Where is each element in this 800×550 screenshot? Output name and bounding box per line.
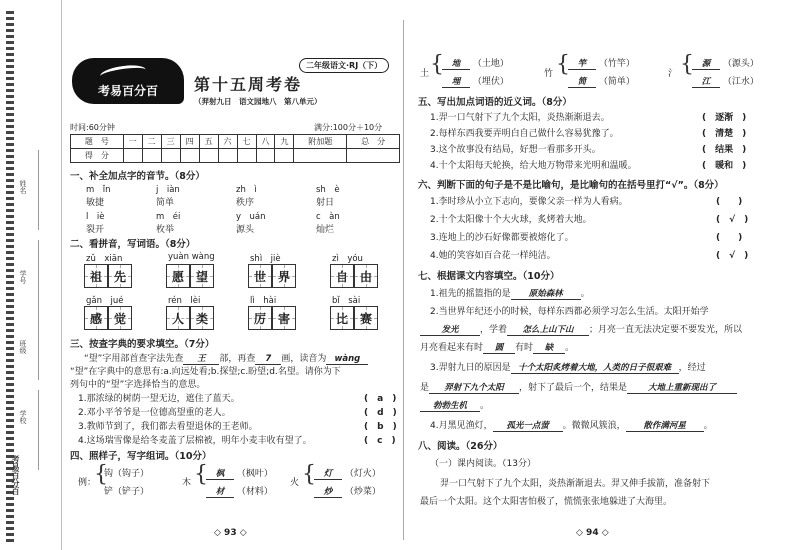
answer-synonym[interactable]: ( 暖和 ): [702, 161, 747, 171]
question: 1.李时珍从小立下志向，要像父亲一样为人看病。: [430, 197, 628, 207]
answer-choice[interactable]: ( d ): [364, 408, 397, 418]
char-grid[interactable]: 比 赛: [330, 306, 378, 330]
left-page: [64, 0, 402, 550]
pinyin: rén lèi: [168, 296, 201, 306]
brace: {: [680, 52, 694, 77]
fill-blank-3-line3: 勃勃生机 。: [420, 398, 489, 412]
brace: {: [194, 462, 208, 487]
page-number-right: ◇ 94 ◇: [576, 528, 609, 538]
question: 4.十个太阳每天轮换，给大地万物带来光明和温暖。: [430, 161, 637, 171]
fill-blank-4: 4.月黑见渔灯， 孤光一点萤 。微微风簇浪， 散作满河星 。: [430, 421, 713, 431]
answer-word[interactable]: 材 （材料）: [206, 484, 273, 498]
pinyin: sh è: [316, 185, 340, 195]
char-grid[interactable]: 感 觉: [84, 306, 132, 330]
answer-synonym[interactable]: ( 清楚 ): [702, 129, 747, 139]
section-8-title: 八、阅读。（26分）: [418, 441, 503, 452]
page-divider: [403, 20, 404, 540]
question: 4.她的笑容如百合花一样纯洁。: [430, 251, 556, 261]
section-6-title: 六、判断下面的句子是不是比喻句，是比喻句的在括号里打“√”。（8分）: [418, 180, 724, 191]
answer-check[interactable]: ( ): [716, 197, 743, 207]
answer-choice[interactable]: ( c ): [364, 436, 396, 446]
char-grid[interactable]: 人 类: [166, 306, 214, 330]
radical: 竹: [544, 69, 554, 79]
example-word: 钩（钩子）: [104, 469, 150, 479]
answer-check[interactable]: ( √ ): [716, 251, 749, 261]
answer-word[interactable]: 竿 （竹竿）: [568, 56, 635, 70]
word: 简单: [156, 198, 175, 208]
word: 射日: [316, 198, 335, 208]
word: 枚举: [156, 225, 175, 235]
char-grid[interactable]: 愿 望: [166, 264, 214, 288]
fill-blank-3: 3.羿射九日的原因是 十个太阳炙烤着大地，人类的日子很艰难 ，经过: [430, 363, 706, 373]
answer-check[interactable]: ( √ ): [716, 215, 749, 225]
pinyin: lì hài: [250, 296, 277, 306]
word: 裂开: [86, 225, 105, 235]
section-1-title: 一、补全加点字的音节。（8分）: [70, 171, 205, 182]
answer-word[interactable]: 江 （江水）: [692, 74, 759, 88]
fill-blank-2: 2.当世界年纪还小的时候，每样东西都必须学习怎么生活。太阳开始学: [430, 307, 709, 317]
pinyin: j iàn: [156, 185, 180, 195]
radical: 木: [182, 478, 192, 488]
reading-paragraph: 最后一个太阳。这个太阳害怕极了，慌慌张张地躲进了大海里。: [420, 497, 673, 507]
question: 2.邓小平爷爷是一位德高望重的老人。: [78, 408, 231, 418]
answer-choice[interactable]: ( b ): [364, 422, 397, 432]
answer-word[interactable]: 地 （土地）: [442, 56, 509, 70]
question: 1.那浓绿的树荫一望无边，遮住了蓝天。: [78, 394, 240, 404]
dictionary-instruction: “望”字用部首查字法先查 王 部，再查 7 画，读音为 wàng: [84, 351, 368, 365]
word: 秩序: [236, 198, 255, 208]
pinyin: shì jiè: [250, 254, 281, 264]
radical: 土: [420, 69, 430, 79]
section-3-title: 三、按查字典的要求填空。（7分）: [70, 339, 215, 350]
answer-word[interactable]: 源 （源头）: [692, 56, 759, 70]
pinyin: zì yóu: [332, 254, 363, 264]
radical: 火: [290, 478, 300, 488]
section-7-title: 七、根据课文内容填空。（10分）: [418, 271, 560, 282]
word: 灿烂: [316, 225, 335, 235]
section-4-title: 四、照样子，写字组词。（10分）: [70, 451, 212, 462]
score-table-score-row: 得 分: [71, 149, 400, 163]
brace: {: [94, 462, 108, 487]
pinyin: zǔ xiān: [86, 254, 123, 264]
pinyin: yuàn wàng: [168, 252, 215, 262]
fill-blank-3-line2: 是 羿射下九个太阳 ，射下了最后一个，结果是 大地上重新现出了: [420, 380, 737, 394]
word: 源头: [236, 225, 255, 235]
question: 2.十个太阳像十个大火球，炙烤着大地。: [430, 215, 592, 225]
grade-badge: 二年级语文·RJ（下）: [299, 58, 389, 73]
fill-blank-1: 1.祖先的摇篮指的是 原始森林 。: [430, 289, 590, 299]
answer-word[interactable]: 炒 （炒菜）: [314, 484, 381, 498]
pinyin: gǎn jué: [86, 296, 124, 306]
fill-blank-2-line2: 发光 ，学着 怎么上山下山 ；月亮一直无法决定要不要发光，所以: [420, 322, 742, 336]
answer-synonym[interactable]: ( 逐渐 ): [702, 113, 747, 123]
school-field-label: 学校: [19, 410, 27, 424]
example-word: 铲（铲子）: [104, 487, 150, 497]
answer-check[interactable]: ( ): [716, 233, 743, 243]
pinyin: m éi: [156, 212, 181, 222]
question: 3.这个故事没有结局，好想一看那多开头。: [430, 145, 601, 155]
pinyin: zh ì: [236, 185, 257, 195]
score-table-header-row: 题 号 一 二 三 四 五 六 七 八 九 附加题 总 分: [71, 135, 400, 149]
char-grid[interactable]: 世 界: [248, 264, 296, 288]
answer-word[interactable]: 埋 （埋伏）: [442, 74, 509, 88]
class-field-label: 班级: [19, 340, 27, 354]
swoosh-icon: [99, 63, 147, 83]
reading-paragraph: 羿一口气射下了九个太阳，炎热渐渐退去。羿又伸手拔箭，准备射下: [440, 479, 711, 489]
char-grid[interactable]: 厉 害: [248, 306, 296, 330]
exam-full-score: 满分:100分＋10分: [314, 123, 383, 132]
char-grid[interactable]: 自 由: [330, 264, 378, 288]
pinyin: bǐ sài: [332, 296, 361, 306]
section-2-title: 二、看拼音，写词语。（8分）: [70, 239, 196, 250]
answer-word[interactable]: 灯 （灯火）: [314, 466, 381, 480]
brace: {: [302, 462, 316, 487]
char-grid[interactable]: 祖 先: [84, 264, 132, 288]
radical: 氵: [668, 69, 678, 79]
fill-blank-2-line3: 月亮看起来有时 圆 有时 缺 。: [420, 343, 575, 353]
question: 3.教师节到了，我们都去看望退休的王老师。: [78, 422, 258, 432]
question: 3.连地上的沙石好像都要被熔化了。: [430, 233, 574, 243]
score-table: [70, 134, 400, 163]
right-page: [406, 0, 796, 550]
brand-logo: 考易百分百: [72, 58, 184, 104]
pinyin: l iè: [86, 212, 105, 222]
exam-time: 时间:60分钟: [70, 123, 115, 132]
example-label: 例：: [78, 478, 97, 488]
student-id-field-label: 学号: [19, 270, 27, 284]
question: 1.羿一口气射下了九个太阳，炎热渐渐退去。: [430, 113, 610, 123]
question: 4.这场瑞雪像是给冬麦盖了层棉被，明年小麦丰收有望了。: [78, 436, 312, 446]
answer-synonym[interactable]: ( 结果 ): [702, 145, 747, 155]
answer-word[interactable]: 枫 （枫叶）: [206, 466, 273, 480]
dictionary-instruction-2: 列句中的“望”字选择恰当的意思。: [70, 380, 206, 390]
page-number-left: ◇ 93 ◇: [214, 528, 247, 538]
answer-word[interactable]: 简 （简单）: [568, 74, 635, 88]
reading-subtitle: （一）课内阅读。（13分）: [430, 459, 536, 469]
exam-title: 第十五周考卷: [194, 75, 303, 94]
pinyin: y uán: [236, 212, 266, 222]
pinyin: m ǐn: [86, 185, 111, 195]
binding-spine: [0, 0, 62, 550]
name-field-label: 姓名: [19, 180, 27, 194]
exam-subtitle: （羿射九日 语文园地八 第八单元）: [194, 97, 322, 106]
word: 敏捷: [86, 198, 105, 208]
section-5-title: 五、写出加点词语的近义词。（8分）: [418, 97, 572, 108]
spine-brand: 考易百分百: [11, 455, 20, 495]
question: 2.每样东西我要弄明白自己做什么容易犹豫了。: [430, 129, 619, 139]
answer-choice[interactable]: ( a ): [364, 394, 397, 404]
pinyin: c àn: [316, 212, 340, 222]
brace: {: [556, 52, 570, 77]
brace: {: [430, 52, 444, 77]
dictionary-meanings: “望”在字典中的意思有:a.向远处看;b.探望;c.盼望;d.名望。请你为下: [70, 367, 341, 377]
